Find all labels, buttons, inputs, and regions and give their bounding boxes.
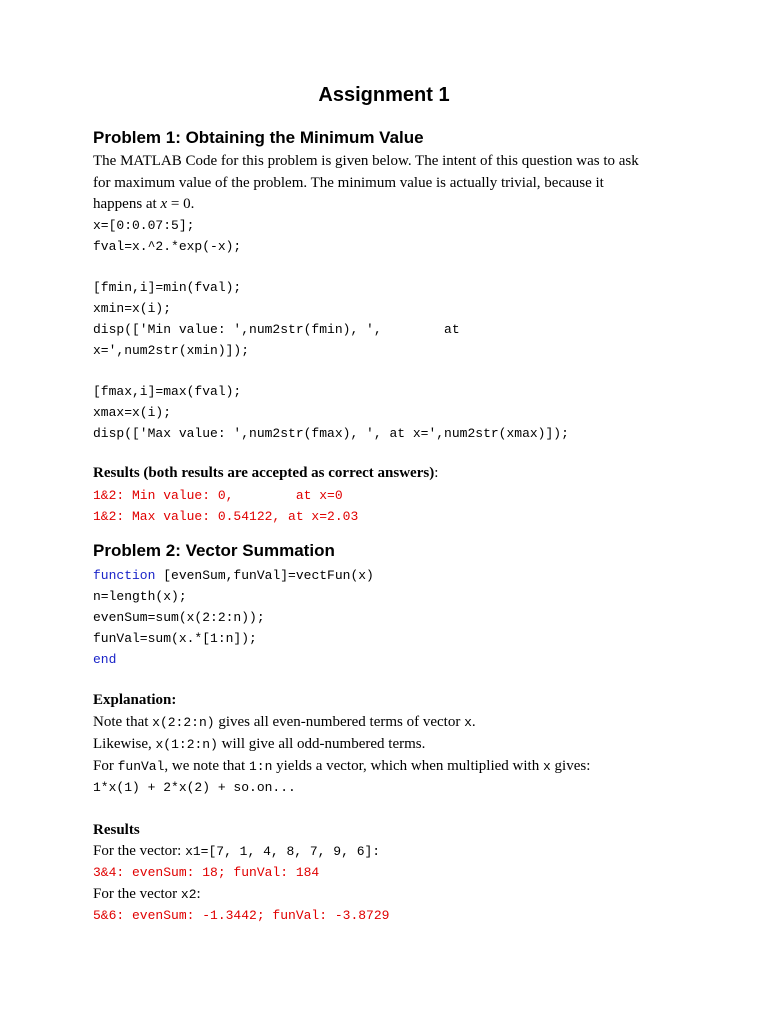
problem1-intro-line2: for maximum value of the problem. The minimum value is actually trivial, because it bbox=[93, 175, 604, 191]
keyword-function: function bbox=[93, 568, 156, 583]
inline-code: x2 bbox=[180, 887, 197, 902]
code-line: x=[0:0.07:5]; bbox=[93, 218, 195, 233]
problem2-heading: Problem 2: Vector Summation bbox=[93, 541, 335, 560]
code-line: xmin=x(i); bbox=[93, 301, 172, 316]
code-line: [fmax,i]=max(fval); bbox=[93, 384, 242, 399]
text: gives all even-numbered terms of vector bbox=[214, 714, 465, 730]
result-line: 5&6: evenSum: -1.3442; funVal: -3.8729 bbox=[93, 908, 390, 923]
inline-code: x1=[7, 1, 4, 8, 7, 9, 6]: bbox=[185, 844, 381, 859]
result-line: 1&2: Min value: 0, at x=0 bbox=[93, 488, 343, 503]
code-line: funVal=sum(x.*[1:n]); bbox=[93, 631, 257, 646]
intro-suffix: = 0. bbox=[167, 196, 195, 212]
code-line: fval=x.^2.*exp(-x); bbox=[93, 239, 242, 254]
problem1-intro-line1: The MATLAB Code for this problem is given below. The intent of this question was to ask bbox=[93, 153, 639, 169]
explanation-line1 bbox=[93, 714, 476, 731]
inline-code: x bbox=[464, 715, 472, 730]
inline-code: funVal bbox=[117, 759, 165, 774]
vector1-line bbox=[93, 843, 380, 860]
text: will give all odd-numbered terms. bbox=[217, 736, 426, 752]
text: : bbox=[196, 886, 201, 902]
vector2-line bbox=[93, 886, 201, 903]
problem1-heading: Problem 1: Obtaining the Minimum Value bbox=[93, 128, 424, 147]
code-line: n=length(x); bbox=[93, 589, 187, 604]
code-line: disp(['Min value: ',num2str(fmin), ', at bbox=[93, 322, 460, 337]
problem1-results-label bbox=[93, 465, 438, 482]
function-signature: [evenSum,funVal]=vectFun(x) bbox=[155, 568, 374, 583]
text: Note that bbox=[93, 714, 153, 730]
code-line: [fmin,i]=min(fval); bbox=[93, 280, 242, 295]
explanation-line3 bbox=[93, 758, 590, 775]
text: Likewise, bbox=[93, 736, 156, 752]
explanation-formula: 1*x(1) + 2*x(2) + so.on... bbox=[93, 780, 296, 795]
inline-code: x(2:2:n) bbox=[152, 715, 215, 730]
text: For bbox=[93, 758, 118, 774]
text: gives: bbox=[550, 758, 591, 774]
code-line: disp(['Max value: ',num2str(fmax), ', at x=',num2str(xmax)]); bbox=[93, 426, 569, 441]
problem1-intro-line3 bbox=[93, 196, 194, 213]
results-heading: Results bbox=[93, 822, 140, 838]
code-line: x=',num2str(xmin)]); bbox=[93, 343, 250, 358]
inline-code: x bbox=[542, 759, 551, 774]
results-bold-text: Results (both results are accepted as correct answers) bbox=[93, 465, 435, 481]
inline-code: x(1:2:n) bbox=[155, 737, 218, 752]
page-title: Assignment 1 bbox=[318, 84, 450, 106]
code-line: xmax=x(i); bbox=[93, 405, 172, 420]
keyword-end: end bbox=[93, 652, 117, 667]
result-line: 1&2: Max value: 0.54122, at x=2.03 bbox=[93, 509, 359, 524]
intro-prefix: happens at bbox=[93, 196, 161, 212]
text: . bbox=[471, 714, 476, 730]
intro-variable: x bbox=[160, 196, 168, 212]
code-line: evenSum=sum(x(2:2:n)); bbox=[93, 610, 265, 625]
text: For the vector bbox=[93, 886, 181, 902]
result-line: 3&4: evenSum: 18; funVal: 184 bbox=[93, 865, 320, 880]
explanation-line2 bbox=[93, 736, 425, 753]
code-line bbox=[93, 568, 374, 583]
text: , we note that bbox=[164, 758, 249, 774]
text: yields a vector, which when multiplied with bbox=[272, 758, 543, 774]
text: For the vector: bbox=[93, 843, 186, 859]
inline-code: 1:n bbox=[248, 759, 273, 774]
results-colon: : bbox=[434, 465, 439, 481]
explanation-heading: Explanation: bbox=[93, 692, 177, 708]
